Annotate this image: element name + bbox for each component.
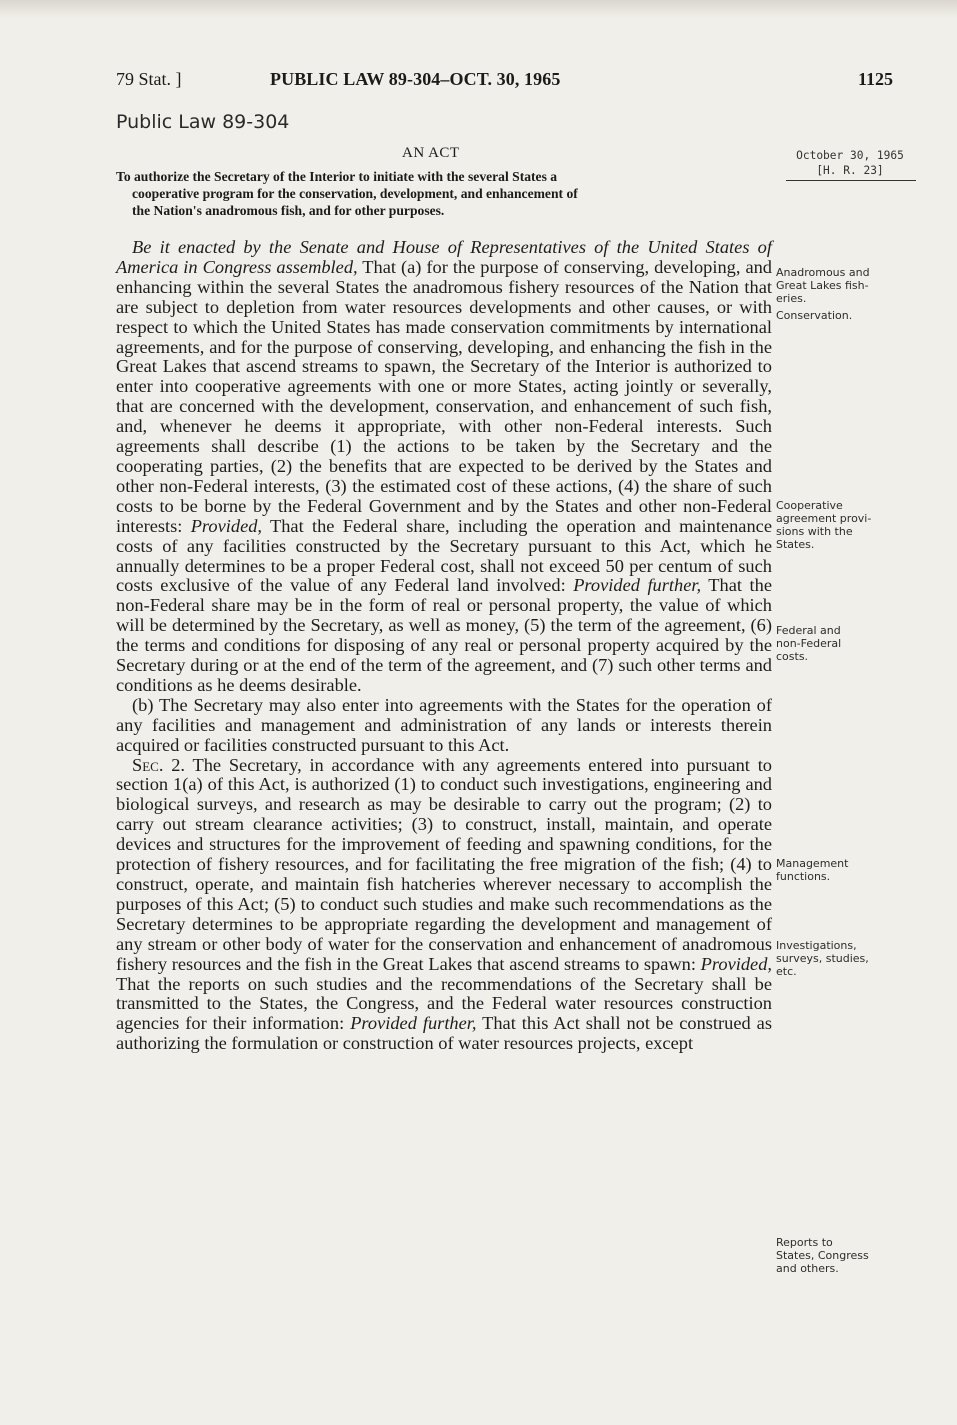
section-1-paragraph-a [116, 238, 772, 696]
bill-number: [H. R. 23] [816, 164, 884, 177]
enactment-date-block [780, 148, 920, 181]
scan-edge-shadow [0, 0, 957, 18]
para3-text-b: That the reports on such studies and the recommendations of the Secretary shall be transmitted to the States, the Congress, and the Federal water resources construction agencies for their information: [116, 973, 772, 1034]
proviso-further-1: Provided further, [573, 575, 702, 596]
margin-note-conservation: Conservation. [776, 309, 853, 322]
header-law-title: PUBLIC LAW 89-304–OCT. 30, 1965 [270, 69, 561, 89]
margin-note-management: Management functions. [776, 857, 849, 883]
proviso-2: Provided, [700, 953, 772, 974]
margin-note-anadromous: Anadromous and Great Lakes fish- eries. [776, 266, 870, 305]
para3-text-c: That this Act shall not be construed as authorizing the formulation or construction of water resources projects, except [116, 1013, 772, 1054]
purpose-line-2: cooperative program for the conservation, development, and enhancement of [132, 186, 578, 201]
proviso-1: Provided, [190, 515, 263, 536]
act-label: AN ACT [402, 145, 460, 161]
enacting-clause: Be it enacted by the Senate and House of Representatives of the United States of America in Congress assembled, [116, 237, 772, 277]
proviso-further-2: Provided further, [350, 1013, 477, 1034]
enactment-date: October 30, 1965 [796, 149, 904, 162]
act-purpose [116, 168, 772, 219]
margin-note-reports: Reports to States, Congress and others. [776, 1236, 869, 1275]
margin-note-federal-costs: Federal and non-Federal costs. [776, 624, 842, 663]
section-1-paragraph-b: (b) The Secretary may also enter into agreements with the States for the operation of any facilities and management and administration of any lands or interests therein acquired or facilities constructed pursuant to this Act. [116, 694, 772, 755]
date-rule [786, 180, 916, 181]
section-2-paragraph [116, 756, 772, 1055]
purpose-line-3: the Nation's anadromous fish, and for other purposes. [132, 203, 445, 218]
purpose-line-1: To authorize the Secretary of the Interior to initiate with the several States a [116, 169, 558, 184]
section-2-label: Sec. 2. [132, 754, 186, 775]
margin-note-cooperative: Cooperative agreement provi- sions with the States. [776, 499, 872, 551]
para1-text-a: That (a) for the purpose of conserving, developing, and enhancing within the several States the anadromous fishery resources of the Nation that are subject to depletion from water resources developments and other causes, or with respect to which the United States has made conservation commitments by international agreements, and for the purpose of conserving, developing, and enhancing the fish in the Great Lakes that ascend streams to spawn, the Secretary of the Interior is authorized to enter into cooperative agreements with one or more States, acting jointly or severally, that are concerned with the development, conservation, and enhancement of such fish, and, whenever he deems it appropriate, with other non-Federal interests. Such agreements shall describe (1) the actions to be taken by the Secretary and the cooperating parties, (2) the benefits that are expected to be derived by the States and other non-Federal interests, (3) the estimated cost of these actions, (4) the share of such costs to be borne by the Federal Government and by the States and other non-Federal interests: [116, 256, 772, 536]
statute-body [116, 238, 772, 1054]
public-law-title: Public Law 89-304 [116, 111, 290, 133]
page-number: 1125 [858, 69, 894, 89]
para1-text-b: That the Federal share, including the operation and maintenance costs of any facilities constructed by the Secretary pursuant to this Act, which he annually determines to be a proper Federal cost, shall not exceed 50 per centum of such costs exclusive of the value of any Federal land involved: [116, 515, 772, 596]
margin-note-investigations: Investigations, surveys, studies, etc. [776, 939, 869, 978]
para3-text-a: The Secretary, in accordance with any agreements entered into pursuant to section 1(a) of this Act, is authorized (1) to conduct such investigations, engineering and biological surveys, and research as may be desirable to carry out the program; (2) to carry out stream clearance activities; (3) to construct, install, maintain, and operate devices and structures for the improvement of feeding and spawning conditions, for the protection of fishery resources, and for facilitating the free migration of the fish; (4) to construct, operate, and maintain fish hatcheries wherever necessary to accomplish the purposes of this Act; (5) to conduct such studies and make such recommendations as the Secretary determines to be appropriate regarding the development and management of any stream or other body of water for the conservation and enhancement of anadromous fishery resources and the fish in the Great Lakes that ascend streams to spawn: [116, 754, 772, 974]
header-stat-reference: 79 Stat. ] [116, 69, 182, 89]
para1-text-c: That the non-Federal share may be in the form of real or personal property, the value of which will be determined by the Secretary, as well as money, (5) the term of the agreement, (6) the terms and conditions for disposing of any real or personal property acquired by the Secretary during or at the end of the term of the agreement, and (7) such other terms and conditions as he deems desirable. [116, 575, 772, 695]
